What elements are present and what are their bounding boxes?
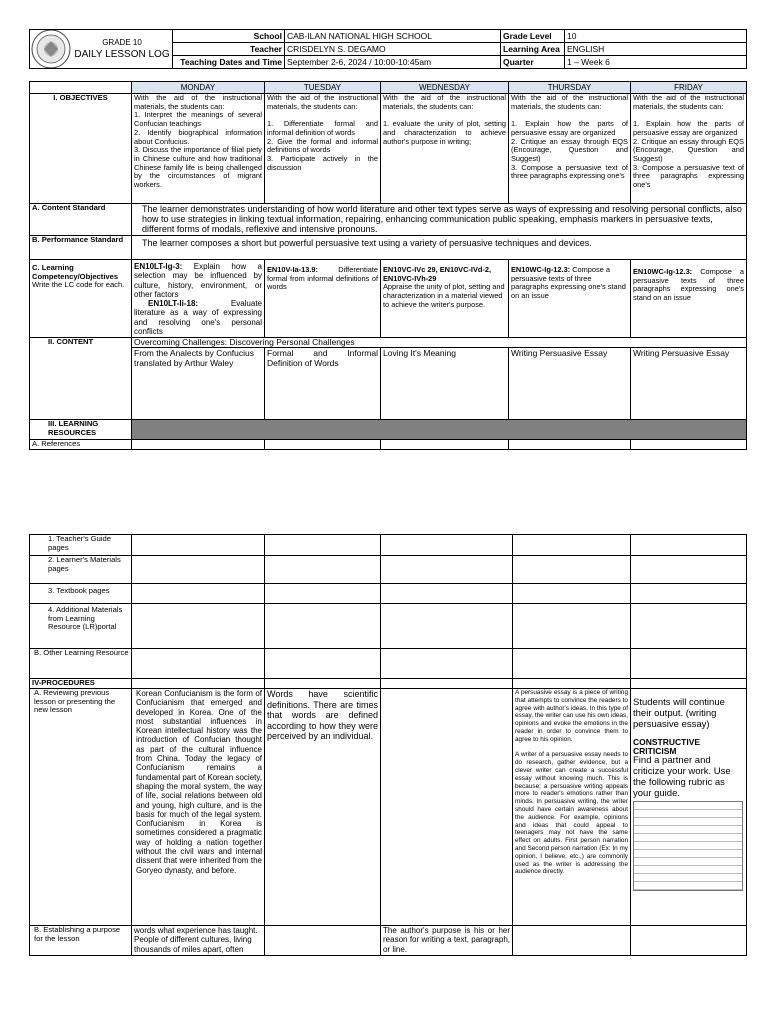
competency-code: EN10WC-Ig-12.3: bbox=[511, 265, 571, 274]
procedures-label: IV-PROCEDURES bbox=[30, 679, 132, 689]
competency-thu bbox=[509, 260, 631, 338]
empty-cell bbox=[631, 604, 747, 649]
page-title: DAILY LESSON LOG bbox=[74, 49, 170, 60]
learning-area-value: ENGLISH bbox=[565, 43, 747, 56]
competency-text: Appraise the unity of plot, setting and characterization in a material viewed to achieve the writer's purpose. bbox=[383, 282, 505, 309]
empty-cell bbox=[265, 926, 381, 956]
empty-cell bbox=[513, 535, 631, 556]
empty-cell bbox=[631, 926, 747, 956]
competency-label: C. Learning Competency/Objectives bbox=[32, 263, 119, 281]
empty-cell bbox=[265, 440, 381, 450]
textbook-label: 3. Textbook pages bbox=[30, 584, 132, 604]
lesson-table bbox=[29, 81, 747, 450]
quarter-value: 1 – Week 6 bbox=[565, 56, 747, 69]
empty-cell bbox=[132, 556, 265, 584]
review-mon: Korean Confucianism is the form of Confucianism that emerged and developed in Korea. One of the most substantial influences in Korean intellectual history was the introduction of Confucian thought as part of the cultural influence from China. Today the legacy of Confucianism remains a fundamental part of Korean society, shaping the moral system, the way of life, social relations between old and young, high culture, and is the basis for much of the legal system. Confucianism in Korea is sometimes considered a pragmatic way of holding a nation together without the civil wars and internal dissent that were inherited from the Goryeo dynasty, and before. bbox=[132, 689, 265, 926]
competency-label-cell bbox=[30, 260, 132, 338]
day-header: WEDNESDAY bbox=[381, 82, 509, 94]
deped-seal-icon bbox=[30, 30, 72, 69]
empty-cell bbox=[132, 535, 265, 556]
empty-cell bbox=[381, 679, 513, 689]
content-tue: Formal and Informal Definition of Words bbox=[265, 348, 381, 420]
review-fri bbox=[631, 689, 747, 926]
competency-wed bbox=[381, 260, 509, 338]
competency-mon bbox=[132, 260, 265, 338]
performance-standard-text: The learner composes a short but powerful persuasive text using a variety of persuasive techniques and devices. bbox=[132, 236, 747, 260]
day-header: MONDAY bbox=[132, 82, 265, 94]
empty-cell bbox=[513, 649, 631, 679]
competency-text: Compose a persuasive texts of three paragraphs expressing one's stand on an issue bbox=[633, 267, 744, 303]
references-label: A. References bbox=[30, 440, 132, 450]
competency-code: EN10LT-Ii-18: bbox=[148, 299, 199, 309]
grade-level-value: 10 bbox=[565, 30, 747, 43]
school-label: School bbox=[173, 30, 285, 43]
competency-sublabel: Write the LC code for each. bbox=[32, 280, 125, 290]
empty-cell bbox=[265, 679, 381, 689]
header-logo-cell bbox=[30, 30, 173, 69]
empty-cell bbox=[132, 584, 265, 604]
dates-value: September 2-6, 2024 / 10:00-10:45am bbox=[285, 56, 501, 69]
content-mon: From the Analects by Confucius translated by Arthur Waley bbox=[132, 348, 265, 420]
purpose-label: B. Establishing a purpose for the lesson bbox=[30, 926, 132, 956]
grade-label: GRADE 10 bbox=[102, 38, 142, 47]
review-label: A. Reviewing previous lesson or presenting the new lesson bbox=[30, 689, 132, 926]
purpose-mon: words what experience has taught. People of different cultures, living thousands of miles apart, often bbox=[132, 926, 265, 956]
teachers-guide-label: 1. Teacher's Guide pages bbox=[30, 535, 132, 556]
empty-cell bbox=[509, 440, 631, 450]
empty-cell bbox=[381, 440, 509, 450]
objectives-mon: With the aid of the instructional materials, the students can: 1. Interpret the meanings of several Confucian teachings 2. Identify biographical information about Confucius. 3. Discuss the importance of filial piety in Chinese culture and how traditional Chinese family life is being challenged by the circumstances of migrant workers. bbox=[132, 94, 265, 204]
competency-code: EN10WC-Ig-12.3: bbox=[633, 267, 693, 276]
competency-text: Explain how a selection may be influenced by culture, history, environment, or other factors bbox=[134, 262, 262, 299]
grade-level-label: Grade Level bbox=[501, 30, 565, 43]
other-resources-label: B. Other Learning Resource bbox=[30, 649, 132, 679]
empty-cell bbox=[132, 679, 265, 689]
empty-cell bbox=[513, 679, 631, 689]
objectives-fri: With the aid of the instructional materials, the students can: 1. Explain how the parts of persuasive essay are organized 2. Critique an essay through EQS (Encourage, Question and Suggest) 3. Compose a persuasive text of three paragraphs expressing one's bbox=[631, 94, 747, 204]
competency-code: EN10V-Ia-13.9: bbox=[267, 265, 318, 274]
lesson-table-continued bbox=[29, 534, 747, 956]
objectives-tue: With the aid of the instructional materials, the students can: 1. Differentiate formal and informal definition of words 2. Give the formal and informal definitions of words 3. Participate actively in the discussion bbox=[265, 94, 381, 204]
objectives-thu: With the aid of the instructional materials, the students can: 1. Explain how the parts of persuasive essay are organized 2. Critique an essay through EQS (Encourage, Question and Suggest) 3. Compose a persuasive text of three paragraphs expressing one's bbox=[509, 94, 631, 204]
competency-code: EN10LT-Ig-3: bbox=[134, 262, 183, 271]
rubric-image bbox=[633, 801, 743, 891]
objectives-wed: With the aid of the instructional materials, the students can: 1. evaluate the unity of plot, setting and characterization to achieve author's purpose in writing; bbox=[381, 94, 509, 204]
empty-cell bbox=[381, 556, 513, 584]
content-theme: Overcoming Challenges: Discovering Personal Challenges bbox=[132, 338, 747, 348]
empty-cell bbox=[132, 649, 265, 679]
content-standard-label: A. Content Standard bbox=[30, 204, 132, 236]
empty-cell bbox=[381, 689, 513, 926]
header-table bbox=[29, 29, 747, 69]
content-label: II. CONTENT bbox=[30, 338, 132, 420]
day-header: TUESDAY bbox=[265, 82, 381, 94]
teacher-label: Teacher bbox=[173, 43, 285, 56]
learners-materials-label: 2. Learner's Materials pages bbox=[30, 556, 132, 584]
day-header: FRIDAY bbox=[631, 82, 747, 94]
empty-cell bbox=[631, 535, 747, 556]
empty-cell bbox=[265, 604, 381, 649]
empty-cell bbox=[132, 604, 265, 649]
school-value: CAB-ILAN NATIONAL HIGH SCHOOL bbox=[285, 30, 501, 43]
empty-cell bbox=[631, 440, 747, 450]
competency-text: Evaluate literature as a way of expressing and resolving one's personal conflicts bbox=[134, 299, 262, 337]
empty-cell bbox=[631, 649, 747, 679]
empty-cell bbox=[265, 584, 381, 604]
empty-cell bbox=[631, 556, 747, 584]
competency-fri bbox=[631, 260, 747, 338]
content-fri: Writing Persuasive Essay bbox=[631, 348, 747, 420]
empty-cell bbox=[631, 679, 747, 689]
corner-cell bbox=[30, 82, 132, 94]
dates-label: Teaching Dates and Time bbox=[173, 56, 285, 69]
review-fri-instruction: Find a partner and criticize your work. Use the following rubric as your guide. bbox=[633, 755, 731, 800]
resources-label: III. LEARNING RESOURCES bbox=[30, 420, 132, 440]
review-thu: A persuasive essay is a piece of writing that attempts to convince the readers to agree with author's ideas. In this type of essay, the writer can use his own ideas, opinions and evoke the emotions in the reader in order to convince them to agree to his opinion. A writer of a persuasive essay needs to do research, gather evidence, but a clever writer can create a successful essay without knowing much. This is because; a persuasive writing appeals more to reader's emotions rather than minds. In persuasive writing, the writer should have certain awareness about the audience. For example, opinions and ideas that could appeal to teenagers may not have the same effect on adults. First person narration and Second person narration (Ex: In my opinion, I believe, etc.,) are commonly used as the writer is addressing the audience directly. bbox=[513, 689, 631, 926]
empty-cell bbox=[513, 584, 631, 604]
learning-area-label: Learning Area bbox=[501, 43, 565, 56]
empty-cell bbox=[265, 649, 381, 679]
empty-cell bbox=[381, 584, 513, 604]
additional-materials-label: 4. Additional Materials from Learning Resource (LR)portal bbox=[30, 604, 132, 649]
constructive-criticism-heading: CONSTRUCTIVE CRITICISM bbox=[633, 737, 701, 756]
empty-cell bbox=[132, 440, 265, 450]
empty-cell bbox=[631, 584, 747, 604]
content-thu: Writing Persuasive Essay bbox=[509, 348, 631, 420]
review-tue: Words have scientific definitions. There are times that words are defined according to how they were perceived by an individual. bbox=[265, 689, 381, 926]
teacher-value: CRISDELYN S. DEGAMO bbox=[285, 43, 501, 56]
empty-cell bbox=[513, 604, 631, 649]
objectives-label: I. OBJECTIVES bbox=[30, 94, 132, 204]
content-standard-text: The learner demonstrates understanding of how world literature and other text types serve as ways of expressing and resolving personal conflicts, also how to use strategies in linking textual information, repairing, enhancing communication public speaking, emphasis markers in persuasive texts, different forms of modals, reflexive and intensive pronouns. bbox=[132, 204, 747, 236]
competency-code: EN10VC-IVc 29, EN10VC-IVd-2, EN10VC-IVh-29 bbox=[383, 265, 492, 283]
competency-text: Compose a persuasive texts of three paragraphs expressing one's stand on an issue bbox=[511, 265, 626, 301]
quarter-label: Quarter bbox=[501, 56, 565, 69]
day-header: THURSDAY bbox=[509, 82, 631, 94]
competency-tue bbox=[265, 260, 381, 338]
performance-standard-label: B. Performance Standard bbox=[30, 236, 132, 260]
content-wed: Loving It's Meaning bbox=[381, 348, 509, 420]
empty-cell bbox=[265, 535, 381, 556]
empty-cell bbox=[513, 926, 631, 956]
empty-cell bbox=[381, 604, 513, 649]
empty-cell bbox=[381, 535, 513, 556]
empty-cell bbox=[513, 556, 631, 584]
empty-cell bbox=[381, 649, 513, 679]
empty-cell bbox=[265, 556, 381, 584]
purpose-wed: The author's purpose is his or her reason for writing a text, paragraph, or line. bbox=[381, 926, 513, 956]
resources-grey-bar bbox=[132, 420, 747, 440]
competency-text: Differentiate formal from informal definitions of words bbox=[267, 265, 378, 292]
review-fri-text: Students will continue their output. (writing persuasive essay) bbox=[633, 697, 725, 730]
